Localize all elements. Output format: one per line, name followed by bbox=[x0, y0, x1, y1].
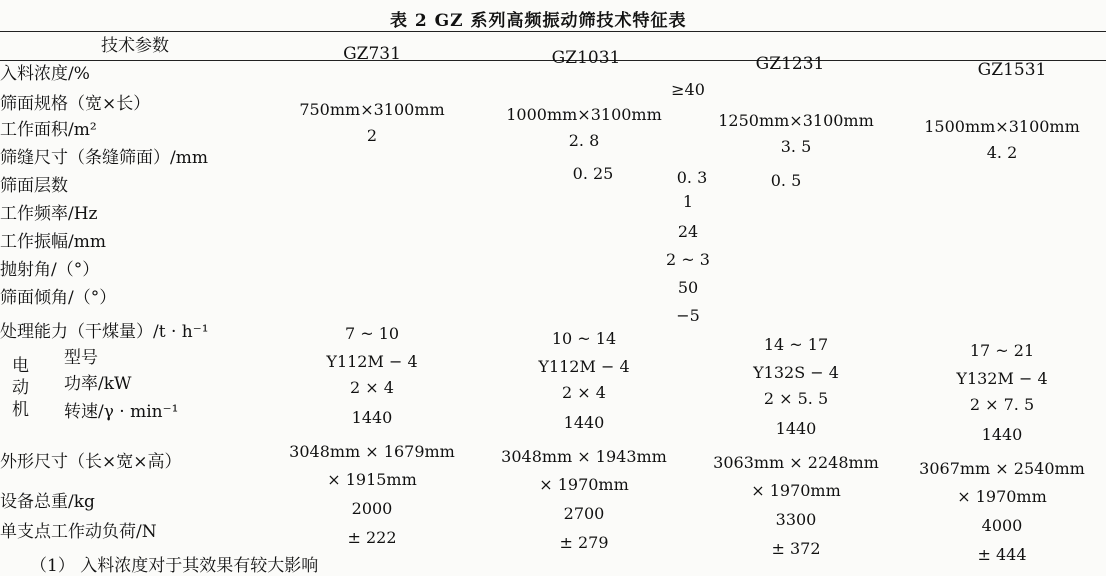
table-cell: 2 × 7. 5 bbox=[969, 395, 1035, 414]
table-cell: Y132M − 4 bbox=[956, 369, 1048, 388]
table-cell: 2 × 4 bbox=[350, 378, 394, 397]
row-label: 设备总重/kg bbox=[0, 492, 95, 512]
table-cell: 1250mm×3100mm bbox=[718, 111, 874, 130]
table-cell: 10 ~ 14 bbox=[551, 329, 617, 348]
table-cell: 1500mm×3100mm bbox=[924, 117, 1080, 136]
table-cell: 4. 2 bbox=[986, 143, 1018, 162]
table-cell: 1440 bbox=[563, 413, 605, 432]
model-header: GZ1031 bbox=[551, 48, 621, 68]
model-header: GZ1531 bbox=[977, 60, 1047, 80]
table-cell: 0. 25 bbox=[572, 164, 614, 183]
table-cell: × 1970mm bbox=[957, 487, 1047, 506]
table-cell: 7 ~ 10 bbox=[344, 324, 400, 343]
table-cell: 3048mm × 1943mm bbox=[501, 447, 667, 466]
table-cell: 3. 5 bbox=[780, 137, 812, 156]
table-cell: × 1970mm bbox=[539, 475, 629, 494]
row-label: 功率/kW bbox=[64, 374, 132, 394]
shared-value: 24 bbox=[677, 222, 699, 241]
row-label: 工作频率/Hz bbox=[0, 204, 98, 224]
row-label: 处理能力（干煤量）/t · h⁻¹ bbox=[0, 322, 209, 342]
table-cell: 750mm×3100mm bbox=[299, 100, 445, 119]
row-label: 筛面规格（宽×长） bbox=[0, 94, 151, 114]
model-header: GZ1231 bbox=[755, 54, 825, 74]
shared-value: 50 bbox=[677, 278, 699, 297]
table-cell: × 1970mm bbox=[751, 481, 841, 500]
row-label: 入料浓度/% bbox=[0, 64, 90, 84]
table-rule bbox=[0, 31, 1106, 32]
shared-value: −5 bbox=[676, 306, 700, 325]
table-cell: 3300 bbox=[775, 510, 817, 529]
table-cell: Y132S − 4 bbox=[753, 363, 839, 382]
row-label: 工作振幅/mm bbox=[0, 232, 106, 252]
row-label: 转速/γ · min⁻¹ bbox=[64, 402, 179, 422]
row-label: 单支点工作动负荷/N bbox=[0, 522, 157, 542]
table-cell: Y112M − 4 bbox=[538, 357, 630, 376]
table-cell: Y112M − 4 bbox=[326, 352, 418, 371]
table-cell: ± 279 bbox=[559, 533, 609, 552]
row-label: 工作面积/m² bbox=[0, 120, 97, 140]
table-cell: ± 444 bbox=[977, 545, 1027, 564]
motor-group-label: 动 bbox=[12, 378, 29, 398]
table-cell: 1440 bbox=[981, 425, 1023, 444]
table-cell: ± 372 bbox=[771, 539, 821, 558]
row-label: 筛面层数 bbox=[0, 176, 68, 196]
table-cell: 0. 3 bbox=[676, 168, 708, 187]
table-cell: 2000 bbox=[351, 499, 393, 518]
table-cell: 17 ~ 21 bbox=[969, 341, 1035, 360]
shared-value: ≥40 bbox=[671, 80, 705, 99]
row-label: 抛射角/（°） bbox=[0, 260, 100, 280]
table-cell: × 1915mm bbox=[327, 470, 417, 489]
table-cell: 3067mm × 2540mm bbox=[919, 459, 1085, 478]
table-cell: 3063mm × 2248mm bbox=[713, 453, 879, 472]
table-cell: 14 ~ 17 bbox=[763, 335, 829, 354]
table-cell: 1000mm×3100mm bbox=[506, 105, 662, 124]
table-cell: 2700 bbox=[563, 504, 605, 523]
model-header: GZ731 bbox=[343, 44, 401, 64]
row-label: 筛面倾角/（°） bbox=[0, 288, 117, 308]
row-label: 外形尺寸（长×宽×高） bbox=[0, 452, 182, 472]
shared-value: 2 ~ 3 bbox=[666, 250, 710, 269]
table-title: 表 2 GZ 系列高频振动筛技术特征表 bbox=[390, 11, 687, 31]
param-header: 技术参数 bbox=[101, 36, 169, 56]
row-label: 型号 bbox=[64, 348, 98, 368]
table-cell: 2 × 4 bbox=[562, 383, 606, 402]
table-cell: 4000 bbox=[981, 516, 1023, 535]
table-cell: 0. 5 bbox=[770, 171, 802, 190]
motor-group-label: 机 bbox=[12, 400, 29, 420]
row-label: 筛缝尺寸（条缝筛面）/mm bbox=[0, 148, 208, 168]
table-cell: 3048mm × 1679mm bbox=[289, 442, 455, 461]
motor-group-label: 电 bbox=[12, 356, 29, 376]
shared-value: 1 bbox=[682, 192, 694, 211]
table-cell: 2 bbox=[366, 126, 378, 145]
table-cell: 1440 bbox=[351, 408, 393, 427]
table-cell: ± 222 bbox=[347, 528, 397, 547]
table-cell: 2 × 5. 5 bbox=[763, 389, 829, 408]
table-cell: 2. 8 bbox=[568, 131, 600, 150]
footer-text: （1） 入料浓度对于其效果有较大影响 bbox=[30, 556, 319, 576]
table-cell: 1440 bbox=[775, 419, 817, 438]
